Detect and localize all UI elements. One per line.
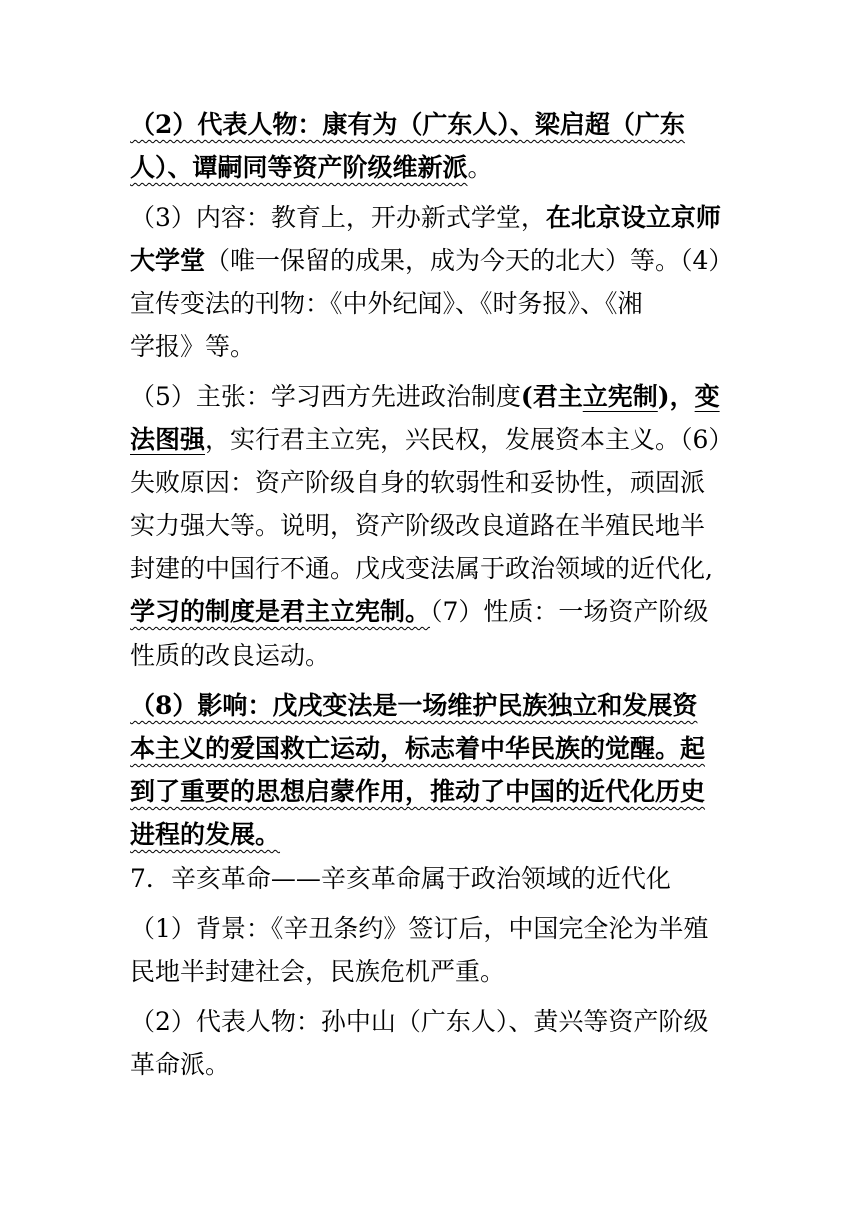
text-segment: （8）影响：戊戌变法是一场维护民族独立和发展资 (130, 691, 698, 720)
text-line (130, 549, 740, 589)
text-segment: )， (657, 382, 695, 411)
text-line (130, 463, 740, 503)
text-segment: 法图强 (130, 425, 206, 454)
text-segment: 性质的改良运动。 (130, 641, 331, 670)
text-segment: 宣传变法的刊物：《中外纪闻》、《时务报》、《湘 (130, 289, 643, 318)
text-segment: 进程的发展。 (130, 820, 281, 849)
text-line (130, 420, 740, 460)
text-line (130, 1045, 740, 1085)
text-line (130, 506, 740, 546)
text-line (130, 636, 740, 676)
text-segment: 失败原因：资产阶级自身的软弱性和妥协性，顽固派 (130, 468, 706, 497)
text-segment: 革命派。 (130, 1050, 231, 1079)
text-segment: 7．辛亥革命——辛亥革命属于政治领域的近代化 (130, 864, 671, 893)
text-line (130, 105, 740, 145)
text-segment: 到了重要的思想启蒙作用，推动了中国的近代化历史 (130, 777, 706, 806)
text-segment: （2）代表人物：康有为（广东人）、梁启超（广东 (130, 110, 685, 139)
text-line (130, 729, 740, 769)
text-segment: 学报》等。 (130, 332, 256, 361)
text-segment: 实力强大等。说明，资产阶级改良道路在半殖民地半 (130, 511, 706, 540)
text-line (130, 952, 740, 992)
text-line (130, 772, 740, 812)
text-segment: （5）主张：学习西方先进政治制度 (130, 382, 521, 411)
text-line (130, 686, 740, 726)
text-segment: 封建的中国行不通。戊戌变法属于政治领域的近代化, (130, 554, 713, 583)
text-line (130, 327, 740, 367)
text-segment: 民地半封建社会，民族危机严重。 (130, 957, 506, 986)
text-segment: (君主 (520, 382, 583, 411)
text-segment: ，实行君主立宪，兴民权，发展资本主义。（6） (205, 425, 734, 454)
text-line (130, 909, 740, 949)
text-line (130, 859, 740, 899)
text-line (130, 592, 740, 632)
text-segment: （唯一保留的成果，成为今天的北大）等。（4） (205, 246, 734, 275)
text-line (130, 377, 740, 417)
text-line (130, 284, 740, 324)
text-line (130, 815, 740, 855)
text-segment: （2）代表人物：孙中山（广东人）、黄兴等资产阶级 (130, 1007, 709, 1036)
text-segment: （3）内容：教育上，开办新式学堂， (130, 203, 546, 232)
text-segment: 变 (694, 382, 720, 411)
text-segment: 。 (467, 153, 493, 182)
text-line (130, 198, 740, 238)
text-segment: （1）背景：《辛丑条约》签订后，中国完全沦为半殖 (130, 914, 709, 943)
text-line (130, 1002, 740, 1042)
text-segment: 在北京设立京师 (545, 203, 721, 232)
text-segment: 大学堂 (130, 246, 206, 275)
text-segment: 立宪制 (582, 382, 658, 411)
text-segment: 人）、谭嗣同等资产阶级维新派 (130, 153, 468, 182)
text-segment: 本主义的爱国救亡运动，标志着中华民族的觉醒。起 (130, 734, 706, 763)
text-segment: 学习的制度是君主立宪制。 (130, 597, 431, 626)
text-line (130, 241, 740, 281)
text-line (130, 148, 740, 188)
text-segment: （7）性质：一场资产阶级 (430, 597, 709, 626)
